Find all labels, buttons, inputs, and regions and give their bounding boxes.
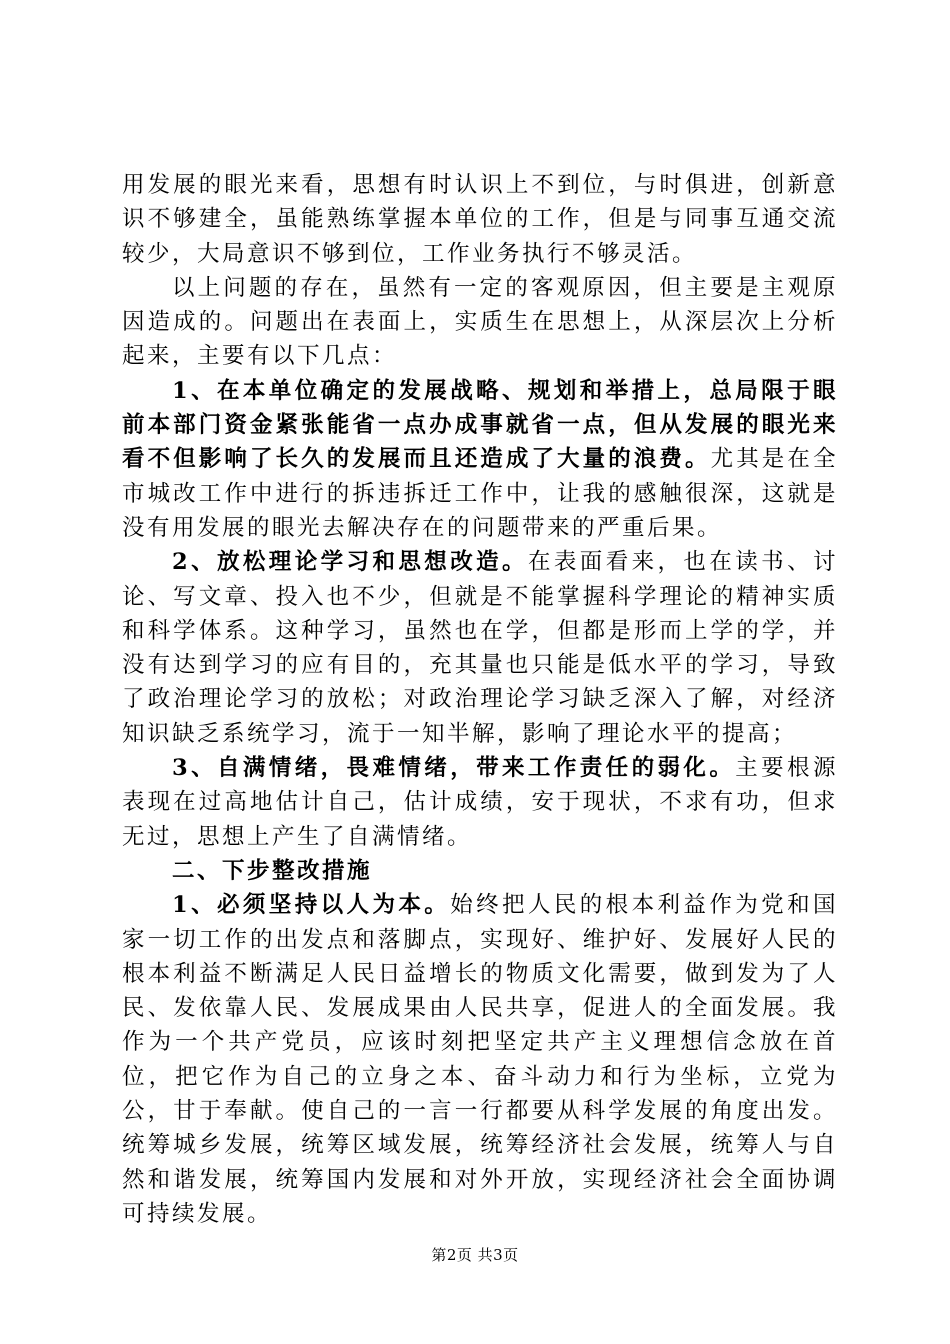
paragraph-point-1	[122, 374, 838, 545]
page-number: 第2页 共3页	[431, 1246, 519, 1264]
paragraph-point-3	[122, 751, 838, 854]
section-heading	[122, 854, 838, 888]
section-heading-text: 二、下步整改措施	[172, 857, 373, 884]
paragraph-text: 主要根源表现在过高地估计自己，估计成绩，安于现状，不求有功，但求无过，思想上产生了自满情绪。	[122, 755, 838, 850]
paragraph-point-2	[122, 545, 838, 751]
paragraph-lead: 1、必须坚持以人为本。	[172, 892, 451, 919]
paragraph-measure-1	[122, 888, 838, 1231]
paragraph-text: 以上问题的存在，虽然有一定的客观原因，但主要是主观原因造成的。问题出在表面上，实质生在思想上，从深层次上分析起来，主要有以下几点：	[122, 274, 838, 370]
paragraph-lead: 2、放松理论学习和思想改造。	[172, 549, 528, 576]
paragraph-text: 用发展的眼光来看，思想有时认识上不到位，与时俱进，创新意识不够建全，虽能熟练掌握本单位的工作，但是与同事互通交流较少，大局意识不够到位，工作业务执行不够灵活。	[122, 172, 838, 267]
paragraph-continuation	[122, 168, 838, 271]
paragraph-analysis-intro	[122, 271, 838, 374]
page-footer	[0, 1244, 950, 1265]
paragraph-text: 始终把人民的根本利益作为党和国家一切工作的出发点和落脚点，实现好、维护好、发展好人民的根本利益不断满足人民日益增长的物质文化需要，做到发为了人民、发依靠人民、发展成果由人民共享，促进人的全面发展。我作为一个共产党员，应该时刻把坚定共产主义理想信念放在首位，把它作为自己的立身之本、奋斗动力和行为坐标，立党为公，甘于奉献。使自己的一言一行都要从科学发展的角度出发。统筹城乡发展，统筹区域发展，统筹经济社会发展，统筹人与自然和谐发展，统筹国内发展和对外开放，实现经济社会全面协调可持续发展。	[122, 892, 838, 1227]
paragraph-text: 在表面看来，也在读书、讨论、写文章、投入也不少，但就是不能掌握科学理论的精神实质和科学体系。这种学习，虽然也在学，但都是形而上学的学，并没有达到学习的应有目的，充其量也只能是低水平的学习，导致了政治理论学习的放松；对政治理论学习缺乏深入了解，对经济知识缺乏系统学习，流于一知半解，影响了理论水平的提高；	[122, 549, 838, 747]
paragraph-lead: 1、在本单位确定的发展战略、规划和举措上，总局限于眼前本部门资金紧张能省一点办成事就省一点，但从发展的眼光来看不但影响了长久的发展而且还造成了大量的浪费。	[122, 377, 838, 473]
paragraph-text: 尤其是在全市城改工作中进行的拆违拆迁工作中，让我的感触很深，这就是没有用发展的眼光去解决存在的问题带来的严重后果。	[122, 446, 838, 541]
document-body	[122, 168, 838, 1231]
paragraph-lead: 3、自满情绪，畏难情绪，带来工作责任的弱化。	[172, 755, 736, 782]
